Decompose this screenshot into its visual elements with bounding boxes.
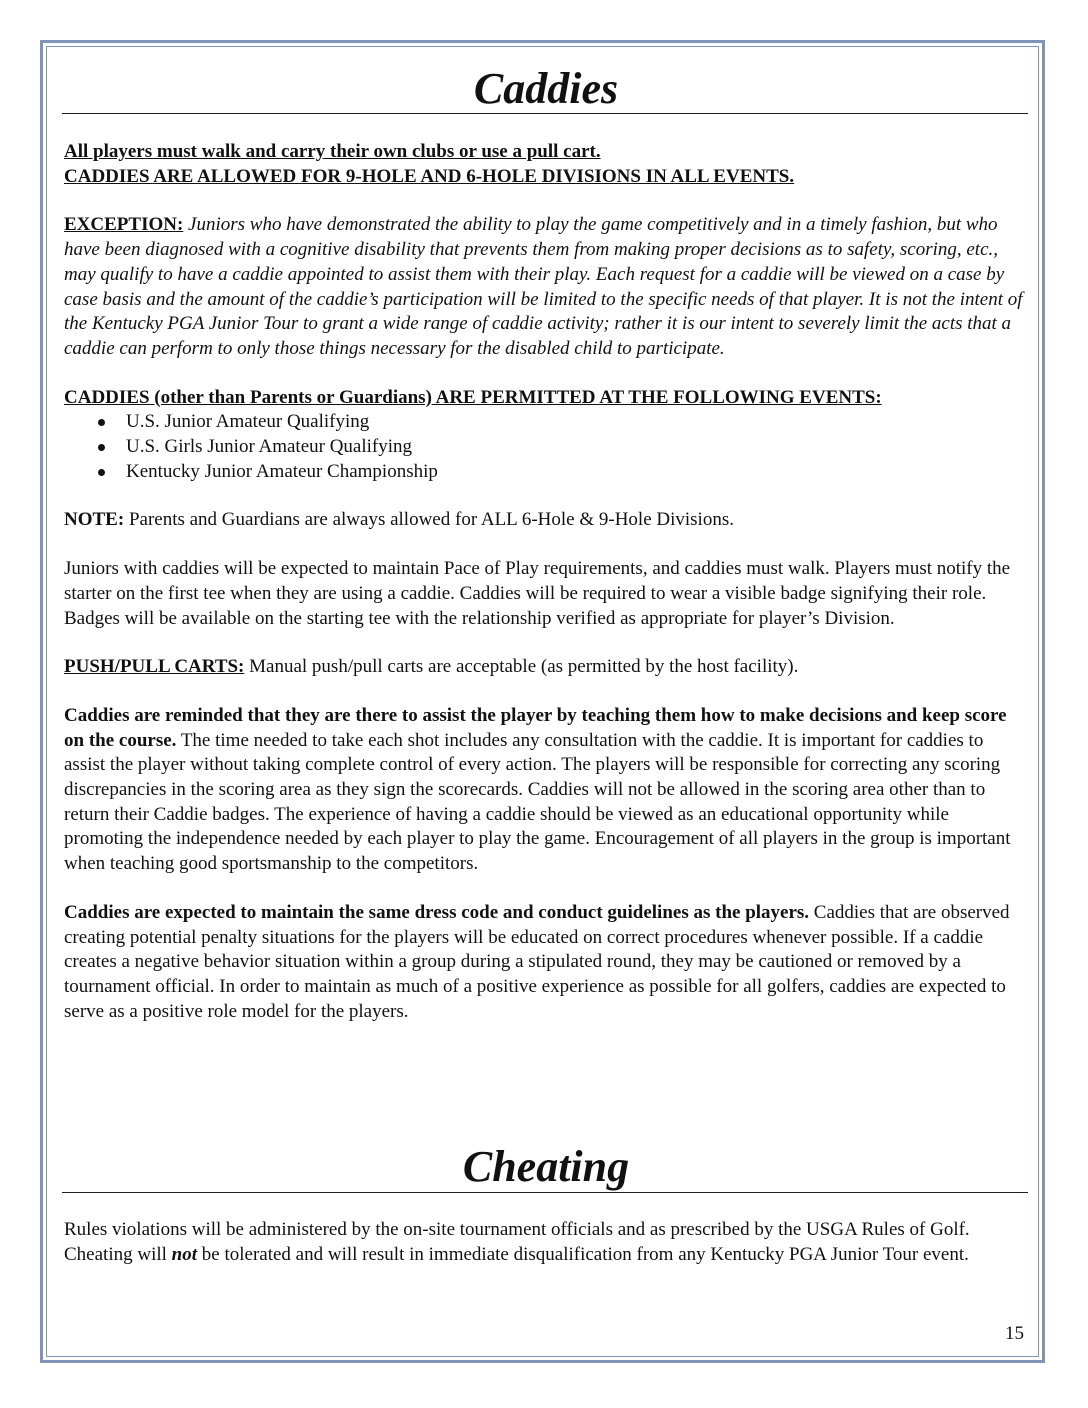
juniors-paragraph: Juniors with caddies will be expected to maintain Pace of Play requirements, and caddies must walk. Players must notify the starter on the first tee when they are using a caddie. Caddies will be required to wear a visible badge signifying their role. Badges will be available on the starting tee with the relationship verified as appropriate for player’s Division. (64, 558, 1011, 629)
bullet-icon (98, 444, 105, 451)
carts-paragraph (64, 655, 1026, 680)
cheating-section (64, 1218, 1026, 1267)
reminded-lead: Caddies are reminded that they are there to assist the player by teaching them how to make decisions and keep score on the course. (64, 704, 1007, 751)
permitted-events-list (64, 410, 1026, 484)
permitted-events-heading: CADDIES (other than Parents or Guardians) ARE PERMITTED AT THE FOLLOWING EVENTS: (64, 386, 882, 408)
cheating-text: Rules violations will be administered by the on-site tournament officials and as prescribed by the USGA Rules of Golf. Cheating will (64, 1219, 970, 1265)
dress-code-lead: Caddies are expected to maintain the same dress code and conduct guidelines as the players. (64, 901, 810, 923)
event-name: Kentucky Junior Amateur Championship (126, 460, 438, 482)
walk-carry-rule: All players must walk and carry their own clubs or use a pull cart. (64, 141, 601, 162)
caddies-title: Caddies (473, 64, 619, 113)
cheating-emphasis: not (171, 1243, 198, 1265)
dress-code-paragraph (64, 901, 1026, 1025)
event-name: U.S. Junior Amateur Qualifying (126, 411, 370, 433)
cheating-paragraph (64, 1218, 1026, 1267)
exception-paragraph (64, 213, 1026, 361)
dress-code-text: Caddies that are observed creating potential penalty situations for the players will be educated on correct procedures whenever possible. If a caddie creates a negative behavior situation within a group during a stipulated round, they may be cautioned or removed by a tournament official. In order to maintain as much of a positive experience as possible for all golfers, caddies are expected to serve as a positive role model for the players. (64, 901, 1010, 1022)
exception-label: EXCEPTION: (64, 214, 184, 236)
page-number: 15 (1005, 1323, 1024, 1344)
reminded-text: The time needed to take each shot includes any consultation with the caddie. It is important for caddies to assist the player without taking complete control of every action. The players will be responsible for correcting any scoring discrepancies in the scoring area as they sign the scorecards. Caddies will not be allowed in the scoring area other than to return their Caddie badges. The experience of having a caddie should be viewed as an educational opportunity while promoting the independence needed by each player to play the game. Encouragement of all players in the group is important when teaching good sportsmanship to the competitors. (64, 729, 1011, 875)
bullet-icon (98, 469, 105, 476)
carts-label: PUSH/PULL CARTS: (64, 656, 245, 678)
event-name: U.S. Girls Junior Amateur Qualifying (126, 436, 413, 458)
list-item (98, 460, 1026, 485)
caddies-section (64, 140, 1026, 1024)
cheating-title-rule (62, 1192, 1028, 1193)
caddies-allowed-rule: CADDIES ARE ALLOWED FOR 9-HOLE AND 6-HOLE DIVISIONS IN ALL EVENTS. (64, 165, 795, 187)
caddies-title-rule (62, 113, 1028, 114)
list-item (98, 435, 1026, 460)
cheating-title: Cheating (462, 1142, 630, 1191)
carts-text: Manual push/pull carts are acceptable (as permitted by the host facility). (244, 656, 799, 678)
list-item (98, 410, 1026, 435)
reminded-paragraph (64, 704, 1026, 877)
note-label: NOTE: (64, 509, 125, 531)
cheating-text-end: be tolerated and will result in immediate disqualification from any Kentucky PGA Junior Tour event. (197, 1243, 969, 1265)
bullet-icon (98, 419, 105, 426)
exception-text: Juniors who have demonstrated the ability to play the game competitively and in a timely fashion, but who have been diagnosed with a cognitive disability that prevents them from making proper decisions as to safety, scoring, etc., may qualify to have a caddie appointed to assist them with their play. Each request for a caddie will be viewed on a case by case basis and the amount of the caddie’s participation will be limited to the specific needs of that player. It is not the intent of the Kentucky PGA Junior Tour to grant a wide range of caddie activity; rather it is our intent to severely limit the acts that a caddie can perform to only those things necessary for the disabled child to participate. (64, 214, 1023, 359)
note-text: Parents and Guardians are always allowed for ALL 6-Hole & 9-Hole Divisions. (124, 509, 734, 531)
note-paragraph (64, 508, 1026, 533)
